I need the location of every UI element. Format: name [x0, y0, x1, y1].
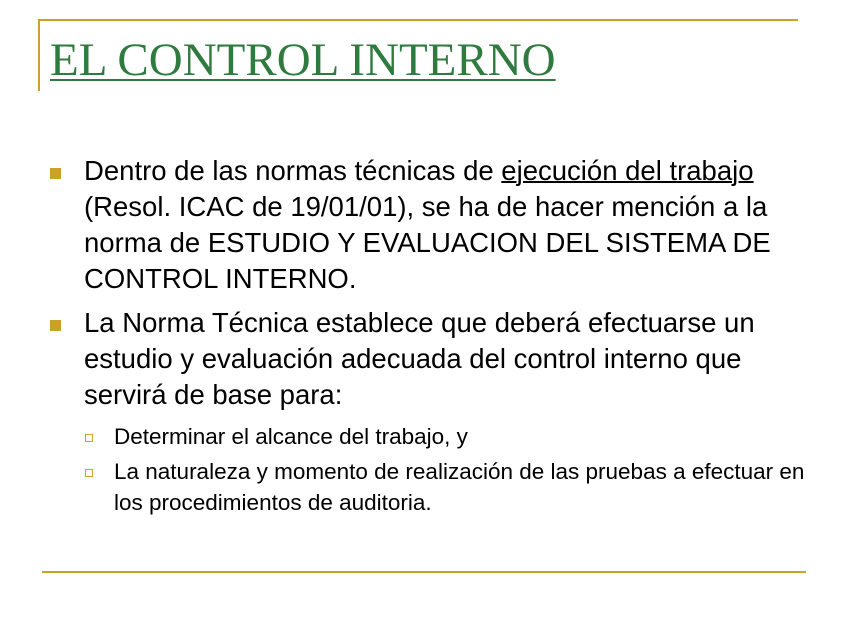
bullet-item-2: [50, 305, 810, 413]
sub-bullet-item-2: [50, 456, 810, 518]
bullet-1-underlined-text: ejecución del trabajo: [501, 155, 754, 186]
square-bullet-icon: [50, 168, 61, 179]
square-bullet-icon: [50, 320, 61, 331]
bullet-item-1: [50, 153, 810, 297]
sub-bullet-list: [50, 421, 810, 518]
slide-title: EL CONTROL INTERNO: [50, 34, 556, 86]
sub-bullet-1-text: Determinar el alcance del trabajo, y: [114, 424, 468, 449]
bullet-1-text-after: (Resol. ICAC de 19/01/01), se ha de hacer mención a la norma de ESTUDIO Y EVALUACION DEL SISTEMA DE CONTROL INTERNO.: [84, 191, 771, 294]
bullet-1-text-before: Dentro de las normas técnicas de: [84, 155, 502, 186]
left-rule: [38, 19, 40, 91]
sub-bullet-item-1: [50, 421, 810, 452]
hollow-square-bullet-icon: [85, 434, 93, 442]
bullet-2-text: La Norma Técnica establece que deberá efectuarse un estudio y evaluación adecuada del control interno que servirá de base para:: [84, 307, 755, 410]
hollow-square-bullet-icon: [85, 469, 93, 477]
sub-bullet-2-text: La naturaleza y momento de realización de las pruebas a efectuar en los procedimientos de auditoria.: [114, 459, 805, 515]
bottom-rule: [42, 571, 806, 573]
top-rule: [38, 19, 798, 21]
slide-body: [50, 153, 810, 522]
